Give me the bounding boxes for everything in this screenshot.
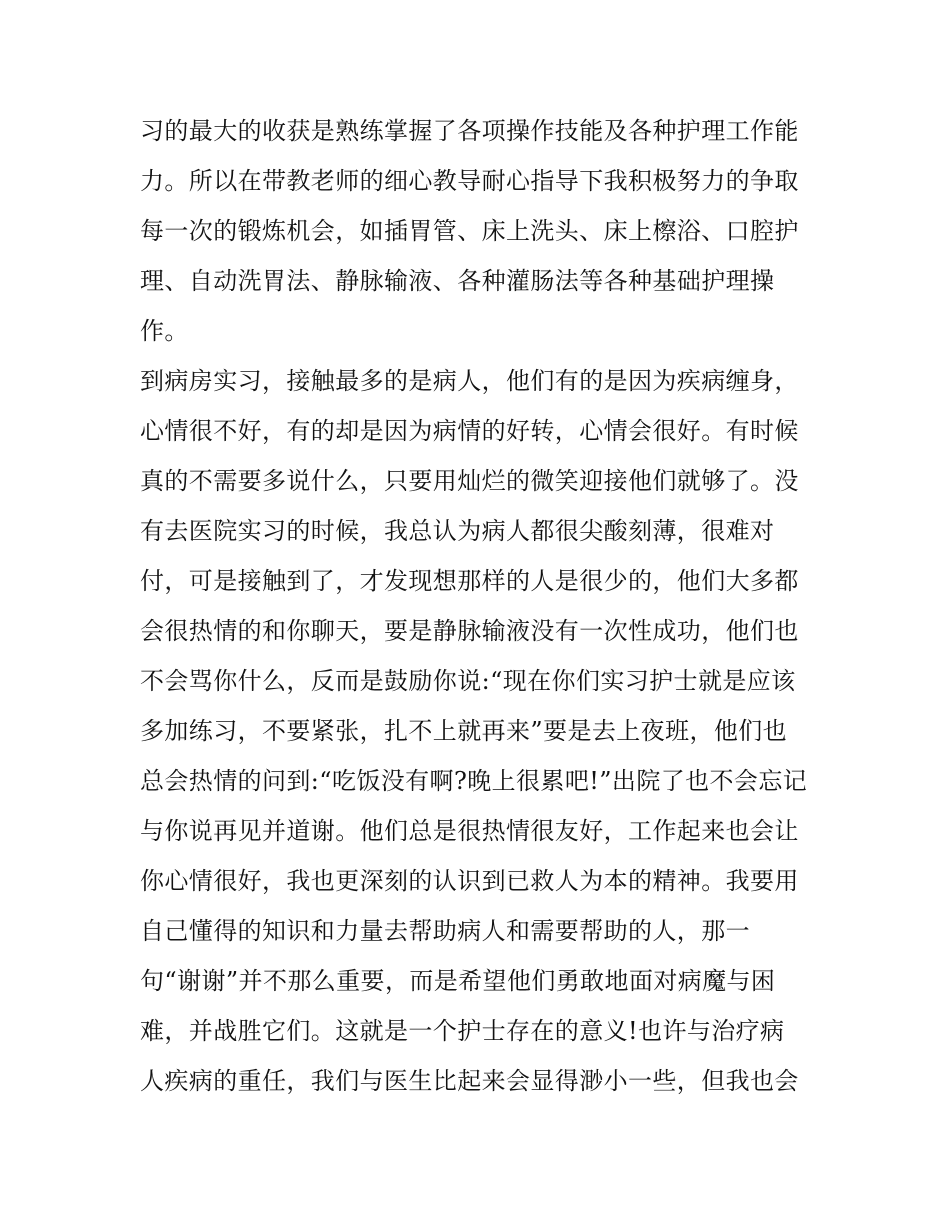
text-line: 与你说再见并道谢。他们总是很热情很友好，工作起来也会让 [140, 817, 799, 845]
text-line: 习的最大的收获是熟练掌握了各项操作技能及各种护理工作能 [140, 117, 799, 145]
text-line: 多加练习，不要紧张，扎不上就再来”要是去上夜班，他们也 [140, 717, 788, 745]
text-line: 句“谢谢”并不那么重要，而是希望他们勇敢地面对病魔与困 [140, 967, 776, 995]
text-line: 有去医院实习的时候，我总认为病人都很尖酸刻薄，很难对 [140, 517, 775, 545]
text-line: 心情很不好，有的却是因为病情的好转，心情会很好。有时候 [140, 417, 799, 445]
text-line: 力。所以在带教老师的细心教导耐心指导下我积极努力的争取 [140, 167, 799, 195]
text-line: 每一次的锻炼机会，如插胃管、床上洗头、床上檫浴、口腔护 [140, 217, 799, 245]
text-line: 理、自动洗胃法、静脉输液、各种灌肠法等各种基础护理操 [140, 267, 775, 295]
text-line: 付，可是接触到了，才发现想那样的人是很少的，他们大多都 [140, 567, 799, 595]
text-line: 难，并战胜它们。这就是一个护士存在的意义!也许与治疗病 [140, 1017, 785, 1045]
text-line: 总会热情的问到:“吃饭没有啊?晚上很累吧!”出院了也不会忘记 [140, 767, 808, 795]
text-line: 到病房实习，接触最多的是病人，他们有的是因为疾病缠身， [140, 367, 799, 395]
document-body-text [140, 106, 830, 1106]
text-line: 真的不需要多说什么，只要用灿烂的微笑迎接他们就够了。没 [140, 467, 799, 495]
text-line: 会很热情的和你聊天，要是静脉输液没有一次性成功，他们也 [140, 617, 799, 645]
text-line: 人疾病的重任，我们与医生比起来会显得渺小一些，但我也会 [140, 1067, 799, 1095]
text-line: 你心情很好，我也更深刻的认识到已救人为本的精神。我要用 [140, 867, 799, 895]
text-line: 不会骂你什么，反而是鼓励你说:“现在你们实习护士就是应该 [140, 667, 796, 695]
text-line: 作。 [140, 317, 189, 345]
text-line: 自己懂得的知识和力量去帮助病人和需要帮助的人，那一 [140, 917, 750, 945]
